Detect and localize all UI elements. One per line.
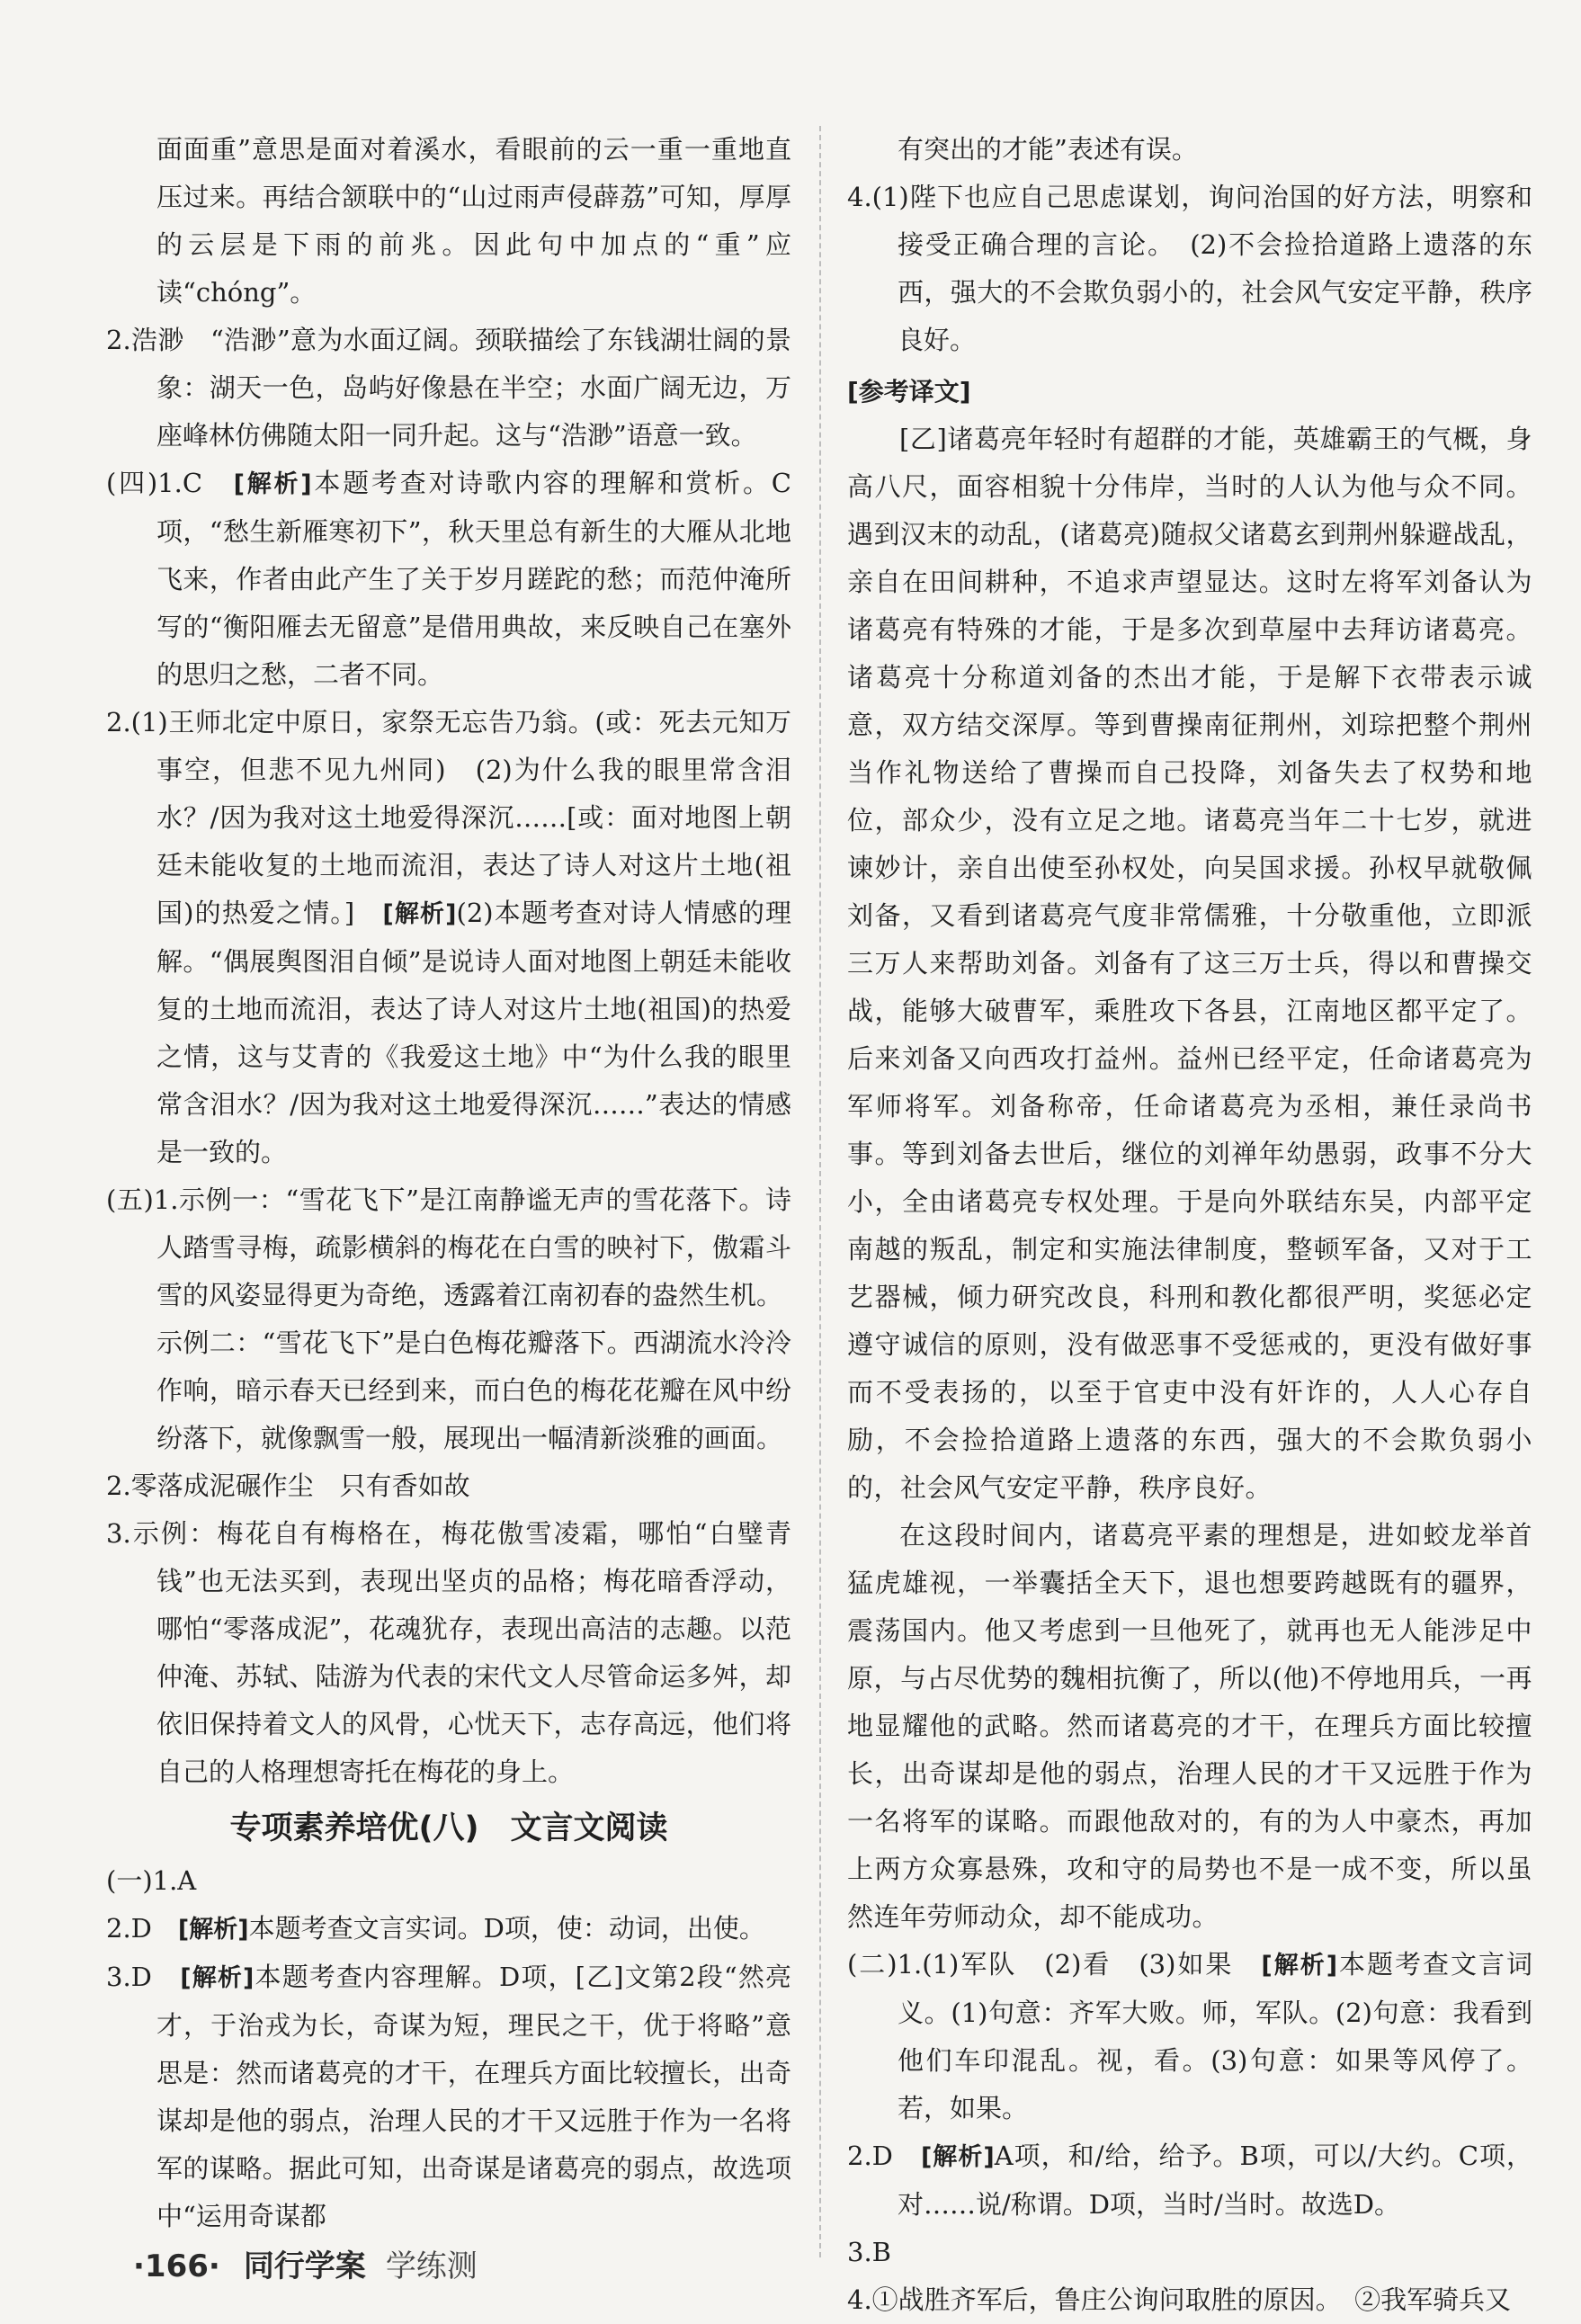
answer-item: (五)1.示例一：“雪花飞下”是江南静谧无声的雪花落下。诗人踏雪寻梅，疏影横斜的梅花在白雪的映衬下，傲霜斗雪的风姿显得更为奇绝，透露着江南初春的盎然生机。	[106, 1184, 791, 1310]
analysis-tag: [解析]	[177, 1916, 249, 1944]
analysis-tag: [解析]	[180, 1964, 255, 1992]
answer-item: 3.B	[847, 2237, 891, 2267]
page-footer	[133, 2241, 478, 2285]
reference-translation-title: [参考译文]	[847, 377, 971, 407]
answer-item: (一)1.A	[106, 1865, 197, 1896]
left-column	[106, 126, 791, 2240]
answer-item: 2.浩渺 “浩渺”意为水面辽阔。颈联描绘了东钱湖壮阔的景象：湖天一色，岛屿好像悬在半空；水面广阔无边，万座峰林仿佛随太阳一同升起。这与“浩渺”语意一致。	[106, 325, 791, 451]
answer-item: 3.D [解析]本题考查内容理解。D项，[乙]文第2段“然亮才，于治戎为长，奇谋为短，理民之干，优于将略”意思是：然而诸葛亮的才干，在理兵方面比较擅长，出奇谋却是他的弱点，治理人民的才干又远胜于作为一名将军的谋略。据此可知，出奇谋是诸葛亮的弱点，故选项中“运用奇谋都	[106, 1962, 791, 2231]
analysis-tag: [解析]	[1261, 1952, 1338, 1980]
answer-item: 3.示例：梅花自有梅格在，梅花傲雪凌霜，哪怕“白璧青钱”也无法买到，表现出坚贞的品格；梅花暗香浮动，哪怕“零落成泥”，花魂犹存，表现出高洁的志趣。以范仲淹、苏轼、陆游为代表的宋代文人尽管命运多舛，却依旧保持着文人的风骨，心忧天下，志存高远，他们将自己的人格理想寄托在梅花的身上。	[106, 1518, 791, 1787]
answer-item: (四)1.C [解析]本题考查对诗歌内容的理解和赏析。C项，“愁生新雁寒初下”，秋天里总有新生的大雁从北地飞来，作者由此产生了关于岁月蹉跎的愁；而范仲淹所写的“衡阳雁去无留意”是借用典故，来反映自己在塞外的思归之愁，二者不同。	[106, 468, 791, 690]
analysis-tag: [解析]	[920, 2143, 995, 2171]
answer-item: 2.D [解析]A项，和/给，给予。B项，可以/大约。C项，对……说/称谓。D项，当时/当时。故选D。	[847, 2141, 1532, 2220]
right-column	[847, 126, 1532, 2324]
analysis-tag: [解析]	[382, 900, 457, 928]
answer-item: 4.①战胜齐军后，鲁庄公询问取胜的原因。 ②我军骑兵又	[847, 2284, 1512, 2315]
translation-paragraph: 在这段时间内，诸葛亮平素的理想是，进如蛟龙举首猛虎雄视，一举囊括全天下，退也想要跨越既有的疆界，震荡国内。他又考虑到一旦他死了，就再也无人能涉足中原，与占尽优势的魏相抗衡了，所以(他)不停地用兵，一再地显耀他的武略。然而诸葛亮的才干，在理兵方面比较擅长，出奇谋却是他的弱点，治理人民的才干又远胜于作为一名将军的谋略。而跟他敌对的，有的为人中豪杰，再加上两方众寡悬殊，攻和守的局势也不是一成不变，所以虽然连年劳师动众，却不能成功。	[847, 1520, 1532, 1932]
answer-item: 2.(1)王师北定中原日，家祭无忘告乃翁。(或：死去元知万事空，但悲不见九州同) (2)为什么我的眼里常含泪水？/因为我对这土地爱得深沉……[或：面对地图上朝廷未能收复的土地而流泪，表达了诗人对这片土地(祖国)的热爱之情。] [解析](2)本题考查对诗人情感的理解。“偶展舆图泪自倾”是说诗人面对地图上朝廷未能收复的土地而流泪，表达了诗人对这片土地(祖国)的热爱之情，这与艾青的《我爱这土地》中“为什么我的眼里常含泪水？/因为我对这土地爱得深沉……”表达的情感是一致的。	[106, 707, 791, 1167]
brand-name: 同行学案	[243, 2248, 366, 2284]
answer-continuation: 面面重”意思是面对着溪水，看眼前的云一重一重地直压过来。再结合颔联中的“山过雨声侵薜荔”可知，厚厚的云层是下雨的前兆。因此句中加点的“重”应读“chóng”。	[156, 134, 791, 308]
section-title: 专项素养培优(八) 文言文阅读	[229, 1810, 668, 1846]
analysis-tag: [解析]	[233, 470, 312, 498]
answer-item: (二)1.(1)军队 (2)看 (3)如果 [解析]本题考查文言词义。(1)句意：齐军大败。师，军队。(2)句意：我看到他们车印混乱。视，看。(3)句意：如果等风停了。若，如果。	[847, 1949, 1532, 2123]
translation-paragraph: [乙]诸葛亮年轻时有超群的才能，英雄霸王的气概，身高八尺，面容相貌十分伟岸，当时的人认为他与众不同。遇到汉末的动乱，(诸葛亮)随叔父诸葛玄到荆州躲避战乱，亲自在田间耕种，不追求声望显达。这时左将军刘备认为诸葛亮有特殊的才能，于是多次到草屋中去拜访诸葛亮。诸葛亮十分称道刘备的杰出才能，于是解下衣带表示诚意，双方结交深厚。等到曹操南征荆州，刘琮把整个荆州当作礼物送给了曹操而自己投降，刘备失去了权势和地位，部众少，没有立足之地。诸葛亮当年二十七岁，就进谏妙计，亲自出使至孙权处，向吴国求援。孙权早就敬佩刘备，又看到诸葛亮气度非常儒雅，十分敬重他，立即派三万人来帮助刘备。刘备有了这三万士兵，得以和曹操交战，能够大破曹军，乘胜攻下各县，江南地区都平定了。后来刘备又向西攻打益州。益州已经平定，任命诸葛亮为军师将军。刘备称帝，任命诸葛亮为丞相，兼任录尚书事。等到刘备去世后，继位的刘禅年幼愚弱，政事不分大小，全由诸葛亮专权处理。于是向外联结东吴，内部平定南越的叛乱，制定和实施法律制度，整顿军备，又对于工艺器械，倾力研究改良，科刑和教化都很严明，奖惩必定遵守诚信的原则，没有做恶事不受惩戒的，更没有做好事而不受表扬的，以至于官吏中没有奸诈的，人人心存自励，不会捡拾道路上遗落的东西，强大的不会欺负弱小的，社会风气安定平静，秩序良好。	[847, 424, 1532, 1503]
page-number: ·166·	[133, 2248, 220, 2284]
column-divider	[819, 126, 821, 2257]
brand-subtitle: 学练测	[385, 2248, 478, 2284]
answer-item: 4.(1)陛下也应自己思虑谋划，询问治国的好方法，明察和接受正确合理的言论。 (2)不会捡拾道路上遗落的东西，强大的不会欺负弱小的，社会风气安定平静，秩序良好。	[847, 182, 1532, 355]
answer-continuation: 有突出的才能”表述有误。	[898, 134, 1198, 165]
answer-item: 2.D [解析]本题考查文言实词。D项，使：动词，出使。	[106, 1913, 765, 1944]
answer-example: 示例二：“雪花飞下”是白色梅花瓣落下。西湖流水泠泠作响，暗示春天已经到来，而白色的梅花花瓣在风中纷纷落下，就像飘雪一般，展现出一幅清新淡雅的画面。	[156, 1327, 791, 1453]
answer-item: 2.零落成泥碾作尘 只有香如故	[106, 1470, 470, 1501]
